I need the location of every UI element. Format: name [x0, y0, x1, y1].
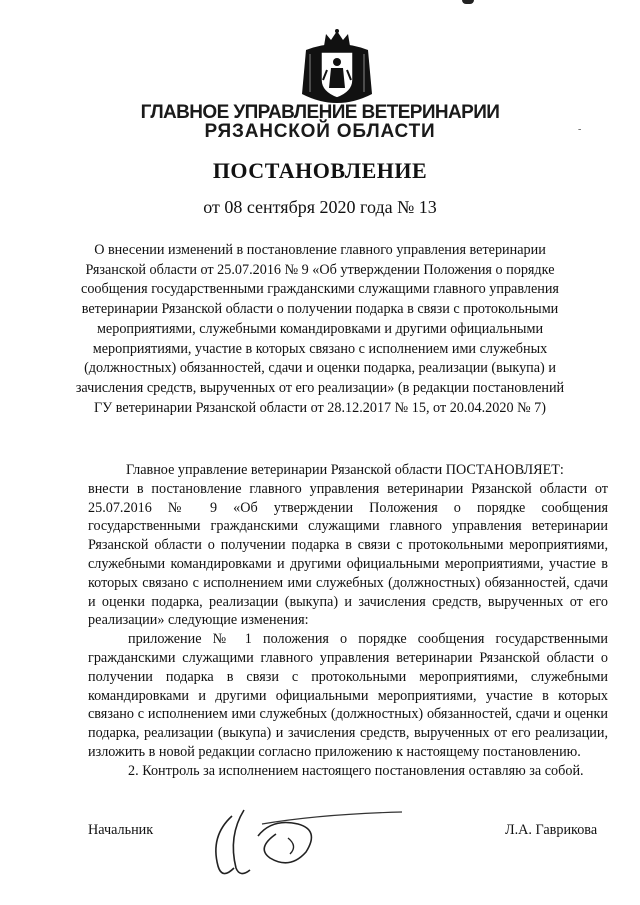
- preamble-paragraph: [88, 461, 608, 630]
- stray-mark: -: [578, 124, 582, 135]
- preamble-text: Главное управление ветеринарии Рязанской области ПОСТАНОВЛЯЕТ:: [126, 462, 564, 478]
- corner-ink-mark: [462, 0, 474, 4]
- document-subject: О внесении изменений в постановление главного управления ветеринарии Рязанской области от 25.07.2016 № 9 «Об утверждении Положения о порядке сообщения государственными гражданскими служащими главного управления ветеринарии Рязанской области о получении подарка в связи с протокольными мероприятиями, служебными командировками и другими официальными мероприятиями, участие в которых связано с исполнением ими служебных (должностных) обязанностей, сдачи и оценки подарка, реализации (выкупа) и зачисления средств, вырученных от его реализации» (в редакции постановлений ГУ ветеринарии Рязанской области от 28.12.2017 № 15, от 20.04.2020 № 7): [75, 242, 565, 416]
- ryazan-coat-of-arms-icon: [296, 28, 378, 108]
- item1-change-paragraph: приложение № 1 положения о порядке сообщения государственными гражданскими служащими главного управления ветеринарии Рязанской области о получении подарка в связи с протокольными мероприятиями, служебными командировками и другими официальными мероприятиями, участие в которых связано с исполнением ими служебных (должностных) обязанностей, сдачи и оценки подарка, реализации (выкупа) и зачисления средств, вырученных от его реализации, изложить в новой редакции согласно приложению к настоящему постановлению.: [88, 631, 608, 760]
- signatory-name: Л.А. Гаврикова: [505, 822, 598, 838]
- document-date-number: от 08 сентября 2020 года № 13: [203, 197, 437, 217]
- document-type-title: ПОСТАНОВЛЕНИЕ: [212, 158, 428, 183]
- item1-text: внести в постановление главного управления ветеринарии Рязанской области от 25.07.2016 № 9 «Об утверждении Положения о порядке сообщения государственными гражданскими служащими главного управления ветеринарии Рязанской области о получении подарка в связи с протокольными мероприятиями, служебными командировками и другими официальными мероприятиями, участие в которых связано с исполнением ими служебных (должностных) обязанностей, сдачи и оценки подарка, реализации (выкупа) и зачисления средств, вырученных от его реализации» следующие изменения:: [88, 480, 608, 629]
- signatory-role: Начальник: [88, 822, 154, 838]
- item2-paragraph: 2. Контроль за исполнением настоящего постановления оставляю за собой.: [128, 762, 584, 779]
- agency-name-line2: РЯЗАНСКОЙ ОБЛАСТИ: [204, 121, 436, 142]
- handwritten-signature: [202, 796, 412, 886]
- agency-name-line1: ГЛАВНОЕ УПРАВЛЕНИЕ ВЕТЕРИНАРИИ: [140, 102, 500, 123]
- document-body: [88, 461, 608, 781]
